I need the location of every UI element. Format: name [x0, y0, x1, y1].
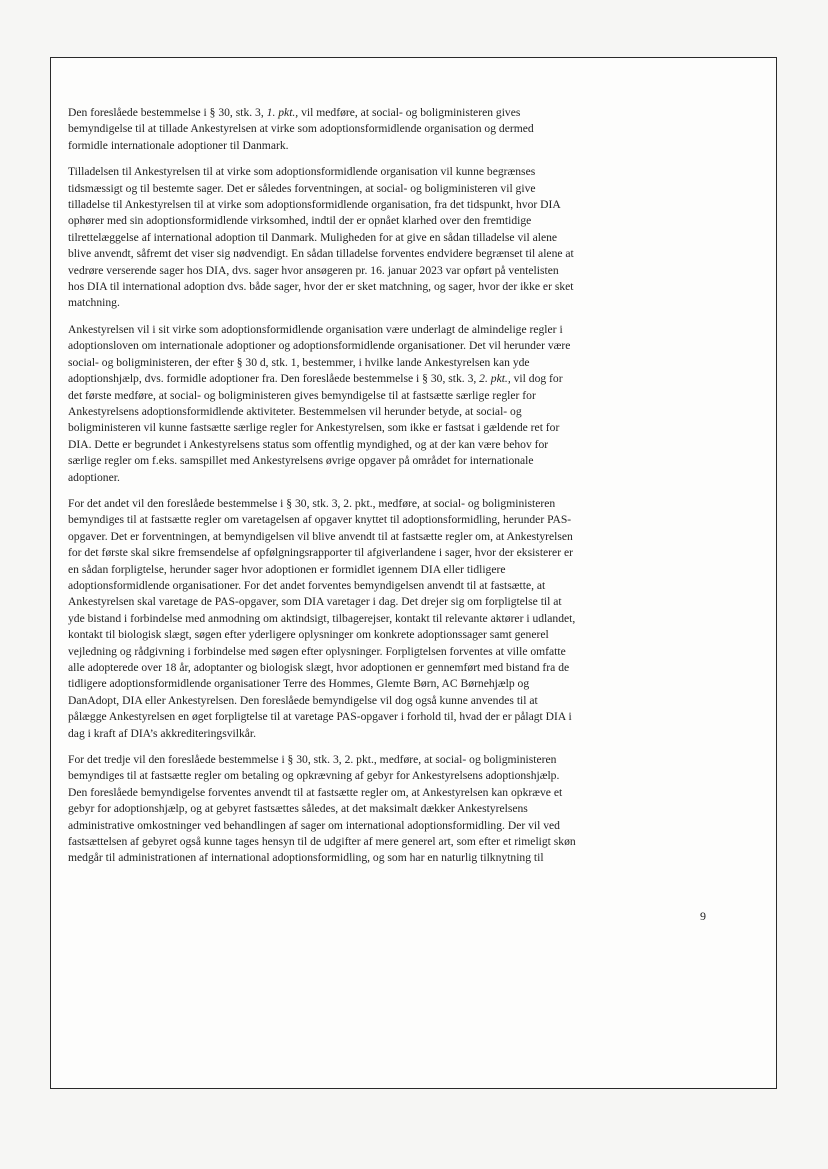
italic-reference: 2. pkt., [479, 372, 511, 386]
paragraph-5 [68, 752, 726, 867]
paragraph-2 [68, 164, 726, 312]
text-run: tidsmæssigt og til bestemte sager. Det er således forventningen, at social- og boligministeren vil give [68, 181, 536, 195]
text-run: vil medføre, at social- og boligministeren gives [298, 106, 521, 119]
text-run: Ankestyrelsens adoptionsformidlende aktiviteter. Bestemmelsen vil herunder betyde, at social- og [68, 404, 522, 418]
text-run: For det andet vil den foreslåede bestemmelse i § 30, stk. 3, 2. pkt., medføre, at social- og boligministeren [68, 496, 556, 510]
text-run: adoptioner. [68, 470, 120, 484]
text-run: boligministeren vil kunne fastsætte særlige regler for Ankestyrelsen, som ikke er fastsat i gældende ret for [68, 421, 560, 435]
text-run: dag i kraft af DIA’s akkrediteringsvilkår. [68, 726, 257, 740]
text-run: en sådan forpligtelse, herunder sager hvor adoptionen er formidlet igennem DIA eller tidligere [68, 562, 506, 576]
paragraph-1 [68, 105, 726, 154]
text-run: For det tredje vil den foreslåede bestemmelse i § 30, stk. 3, 2. pkt., medføre, at social- og boligministeren [68, 753, 557, 767]
text-run: DanAdopt, DIA eller Ankestyrelsen. Den foreslåede bemyndigelse vil dog også kunne anvendes til at [68, 693, 538, 707]
text-run: alle adopterede over 18 år, adoptanter og biologisk slægt, hvor adoptionen er gennemført med bistand fra de [68, 661, 570, 674]
italic-reference: 1. pkt., [266, 106, 299, 119]
text-run: opgaver. Det er forventningen, at bemyndigelsen vil blive anvendt til at fastsætte regler om, at Ankestyrelsen [68, 529, 573, 543]
text-run: pålægge Ankestyrelsen en øget forpligtelse til at varetage PAS-opgaver i forhold til, hvad der er pålagt DIA i [68, 710, 572, 724]
text-run: for det første skal sikre fremsendelse af opfølgningsrapporter til afgiverlandene i sager, hvor der eksisterer er [68, 546, 573, 560]
text-run: tidligere adoptionsformidlende organisationer Terre des Hommes, Glemte Børn, AC Børnehjælp og [68, 677, 530, 691]
text-run: social- og boligministeren, der efter § 30 d, stk. 1, bestemmer, i hvilke lande Ankestyrelsen kan yde [68, 355, 530, 369]
text-run: Ankestyrelsen skal varetage de PAS-opgaver, som DIA varetager i dag. Det drejer sig om forpligtelse til at [68, 595, 562, 609]
text-run: ophører med sin adoptionsformidlende virksomhed, indtil der er opnået klarhed over den fremtidige [68, 214, 532, 228]
text-run: formidle internationale adoptioner til Danmark. [68, 138, 289, 152]
text-run: blive anvendt, såfremt det viser sig nødvendigt. En sådan tilladelse forventes endvidere begrænset til alene at [68, 247, 574, 261]
text-run: fastsættelsen af gebyret også kunne tages hensyn til de udgifter af mere generel art, som efter et rimeligt skøn [68, 835, 576, 849]
text-run: bemyndigelse til at tillade Ankestyrelsen at virke som adoptionsformidlende organisation og dermed [68, 122, 534, 136]
text-run: Ankestyrelsen vil i sit virke som adoptionsformidlende organisation være underlagt de almindelige regler i [68, 322, 563, 336]
text-run: matchning. [68, 296, 120, 310]
page-number: 9 [700, 909, 706, 923]
text-run: bemyndiges til at fastsætte regler om betaling og opkrævning af gebyr for Ankestyrelsens adoptionshjælp. [68, 769, 560, 783]
text-run: kontakt til biologisk slægt, søgen efter yderligere oplysninger om konkrete adoptionssager samt generel [68, 628, 549, 642]
text-run: adoptionshjælp, dvs. formidle adoptioner fra. Den foreslåede bestemmelse i § 30, stk. 3, [68, 372, 480, 386]
text-run: administrative omkostninger ved behandlingen af sager om international adoptionsformidling. Der vil ved [68, 818, 560, 832]
text-run: gebyr for adoptionshjælp, og at gebyret fastsættes således, at det maksimalt dækker Ankestyrelsens [68, 802, 528, 816]
text-run: adoptionsloven om internationale adoptioner og adoptionsformidlende organisationer. Det vil herunder være [68, 339, 571, 353]
text-run: hos DIA til international adoption dvs. både sager, hvor der er sket matchning, og sager, hvor der ikke er sket [68, 280, 574, 294]
text-run: DIA. Dette er begrundet i Ankestyrelsens status som offentlig myndighed, og at der kan være behov for [68, 437, 549, 451]
paragraph-4 [68, 496, 726, 742]
text-run: yde bistand i forbindelse med anmodning om aktindsigt, tilbagerejser, kontakt til relevante aktører i udlandet, [68, 611, 576, 625]
text-run: Den foreslåede bestemmelse i § 30, stk. 3, [68, 106, 267, 119]
text-run: tilladelse til Ankestyrelsen til at virke som adoptionsformidlende organisation, fra det tidspunkt, hvor DIA [68, 198, 561, 212]
text-run: adoptionsformidlende organisationer. For det andet forventes bemyndigelsen anvendt til at fastsætte, at [68, 578, 546, 592]
text-run: bemyndiges til at fastsætte regler om varetagelsen af opgaver knyttet til adoptionsformidling, herunder PAS- [68, 513, 572, 527]
text-run: medgår til administrationen af international adoptionsformidling, og som har en naturlig tilknytning til [68, 851, 544, 865]
text-run: det første medføre, at social- og boligministeren gives bemyndigelse til at fastsætte særlige regler for [68, 388, 536, 402]
text-run: vil dog for [510, 372, 563, 386]
text-run: Den foreslåede bemyndigelse forventes anvendt til at fastsætte regler om, at Ankestyrelsen kan opkræve et [68, 785, 563, 799]
text-run: vejledning og rådgivning i forbindelse med søgen efter oplysninger. Forpligtelsen forventes at ville omfatte [68, 644, 566, 658]
text-run: tilrettelæggelse af international adoption til Danmark. Muligheden for at give en sådan tilladelse vil alene [68, 230, 558, 244]
text-run: vedrøre verserende sager hos DIA, dvs. sager hvor ansøgeren pr. 16. januar 2023 var opført på ventelisten [68, 263, 559, 277]
text-run: særlige regler om f.eks. samspillet med Ankestyrelsens øvrige opgaver på området for internationale [68, 454, 534, 468]
text-run: Tilladelsen til Ankestyrelsen til at virke som adoptionsformidlende organisation vil kunne begrænses [68, 165, 536, 179]
paragraph-3 [68, 322, 726, 486]
document-body [68, 105, 726, 877]
